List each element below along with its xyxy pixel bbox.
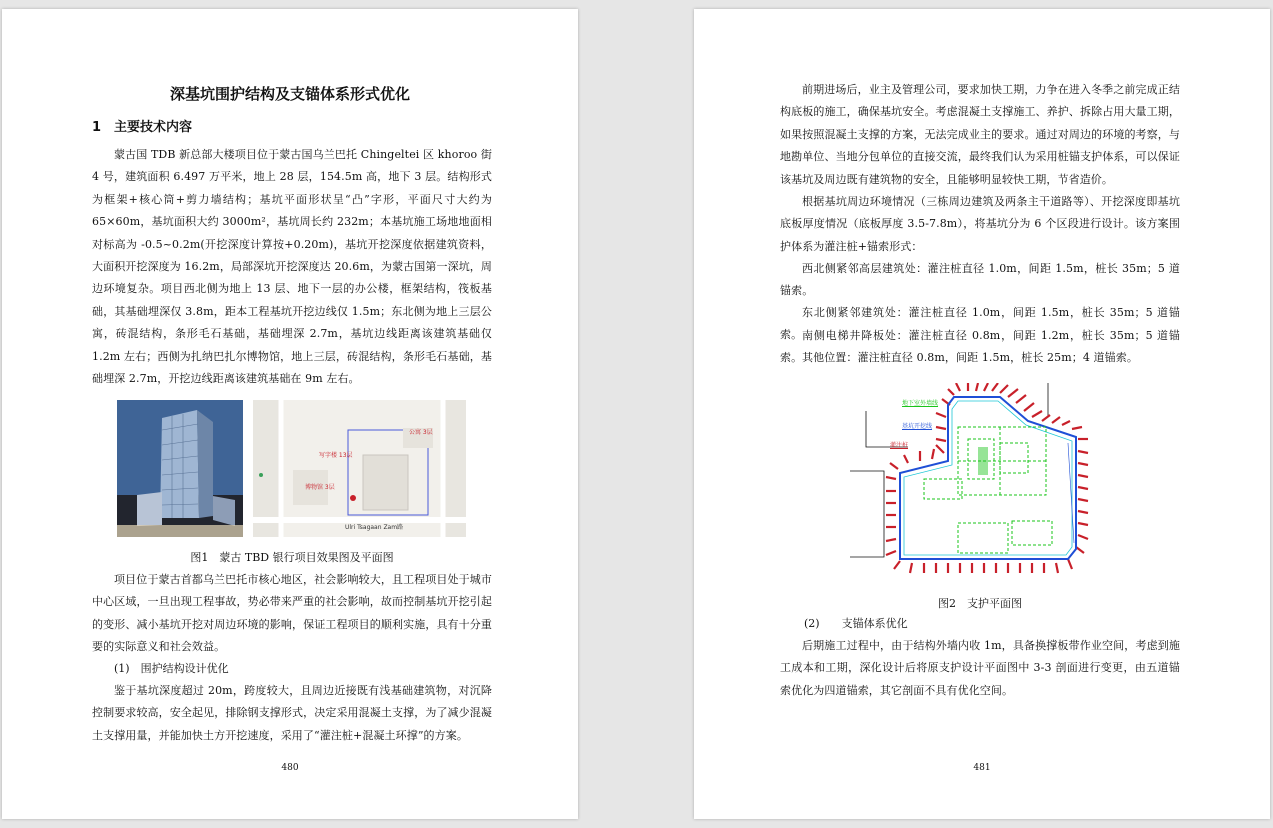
map-label-apartment: 公寓 3层 — [409, 429, 433, 436]
paper-title: 深基坑围护结构及支锚体系形式优化 — [169, 85, 410, 103]
support-plan-graphic — [850, 383, 1120, 597]
page-481 — [694, 9, 1270, 819]
building-rendering-graphic — [117, 400, 243, 537]
plan-label-excavation-line: 基坑开挖线 — [902, 423, 933, 430]
support-plan-drawing — [850, 383, 1120, 597]
paragraph-retaining-optimization: 鉴于基坑深度超过 20m，跨度较大，且周边近接既有浅基础建筑物，对沉降控制要求较高，安全起见，排除钢支撑形式，决定采用混凝土支撑，为了减少混凝土支撑用量，并能加快土方开挖速度，采用了“灌注桩+混凝土环撑”的方案。 — [92, 684, 492, 742]
paragraph-schedule: 前期进场后，业主及管理公司，要求加快工期，力争在进入冬季之前完成正结构底板的施工，确保基坑安全。考虑混凝土支撑施工、养护、拆除占用大量工期，如果按照混凝土支撑的方案，无法完成业主的要求。通过对周边的环境的考察，与地勘单位、当地分包单位的直接交流，最终我们认为采用桩锚支护体系，可以保证该基坑及周边既有建筑物的安全，且能够明显较快工期，节省造价。 — [780, 83, 1180, 186]
figure1-caption: 图1 蒙古 TBD 银行项目效果图及平面图 — [190, 551, 394, 564]
subheading-retaining-structure: (1) 围护结构设计优化 — [114, 662, 229, 675]
plan-label-basement-wall: 地下室外墙线 — [902, 400, 939, 407]
page-480 — [2, 9, 578, 819]
paragraph-design-zones: 根据基坑周边环境情况（三栋周边建筑及两条主干道路等）、开挖深度即基坑底板厚度情况（底板厚度 3.5-7.8m），将基坑分为 6 个区段进行设计。该方案围护体系为灌注桩+锚索形式： — [780, 195, 1180, 253]
map-label-office: 写字楼 13层 — [319, 452, 353, 459]
page-number: 481 — [973, 763, 991, 773]
paragraph-intro: 蒙古国 TDB 新总部大楼项目位于蒙古国乌兰巴托 Chingeltei 区 khoroo 街 4 号，建筑面积 6.497 万平米，地上 28 层，154.5m 高，地下 3 层。结构形式为框架+核心筒+剪力墙结构；基坑平面形状呈“凸”字形，平面尺寸大约为 65×60m，基坑面积大约 3000m²，基坑周长约 232m；本基坑施工场地地面相对标高为 -0.5~0.2m(开挖深度计算按+0.20m)，基坑开挖深度依据建筑资料，大面积开挖深度为 16.2m，局部深坑开挖深度达 20.6m，为蒙古国第一深坑，周边环境复杂。项目西北侧为地上 13 层、地下一层的办公楼，框架结构，筏板基础，其基础埋深仅 3.8m，距本工程基坑开挖边线仅 1.5m；东北侧为地上三层公寓，砖混结构，条形毛石基础，基础埋深 2.7m，基坑边线距离该建筑基础仅 1.2m 左右；西侧为扎纳巴扎尔博物馆，地上三层，砖混结构，条形毛石基础，基础埋深 2.7m，开挖边线距离该建筑基础在 9m 左右。 — [92, 148, 492, 386]
map-label-museum: 博物馆 3层 — [305, 484, 335, 491]
site-map-graphic — [253, 400, 466, 537]
support-item-northeast: 东北侧紧邻建筑处：灌注桩直径 1.0m，间距 1.5m，桩长 35m；5 道锚索。 — [780, 306, 1180, 342]
support-item-northwest: 西北侧紧邻高层建筑处：灌注桩直径 1.0m，间距 1.5m，桩长 35m；5 道锚索。 — [780, 262, 1180, 298]
section-heading: 1 主要技术内容 — [92, 120, 193, 135]
subheading-anchor-system: (2) 支锚体系优化 — [804, 617, 908, 630]
building-rendering-image — [117, 400, 243, 537]
plan-label-bored-pile: 灌注桩 — [890, 442, 909, 449]
page-number: 480 — [281, 763, 299, 773]
paragraph-significance: 项目位于蒙古首都乌兰巴托市核心地区，社会影响较大，且工程项目处于城市中心区域，一旦出现工程事故，势必带来严重的社会影响，故而控制基坑开挖引起的变形、减小基坑开挖对周边环境的影响，保证工程项目的顺利实施，具有十分重要的实际意义和社会效益。 — [92, 573, 492, 654]
site-map-image — [253, 400, 466, 537]
paragraph-anchor-optimization: 后期施工过程中，由于结构外墙内收 1m，具备换撑板带作业空间，考虑到施工成本和工期，深化设计后将原支护设计平面图中 3-3 剖面进行变更，由五道锚索优化为四道锚索，其它剖面不具有优化空间。 — [780, 639, 1180, 697]
map-label-street: Ulri Tsagaan Zam路 — [345, 524, 404, 531]
support-item-south: 南侧电梯井降板处：灌注桩直径 0.8m，间距 1.2m，桩长 35m；5 道锚索。 — [780, 329, 1180, 365]
support-item-other: 其他位置：灌注桩直径 0.8m，间距 1.5m，桩长 25m；4 道锚索。 — [802, 351, 1138, 364]
figure2-caption: 图2 支护平面图 — [938, 597, 1022, 610]
